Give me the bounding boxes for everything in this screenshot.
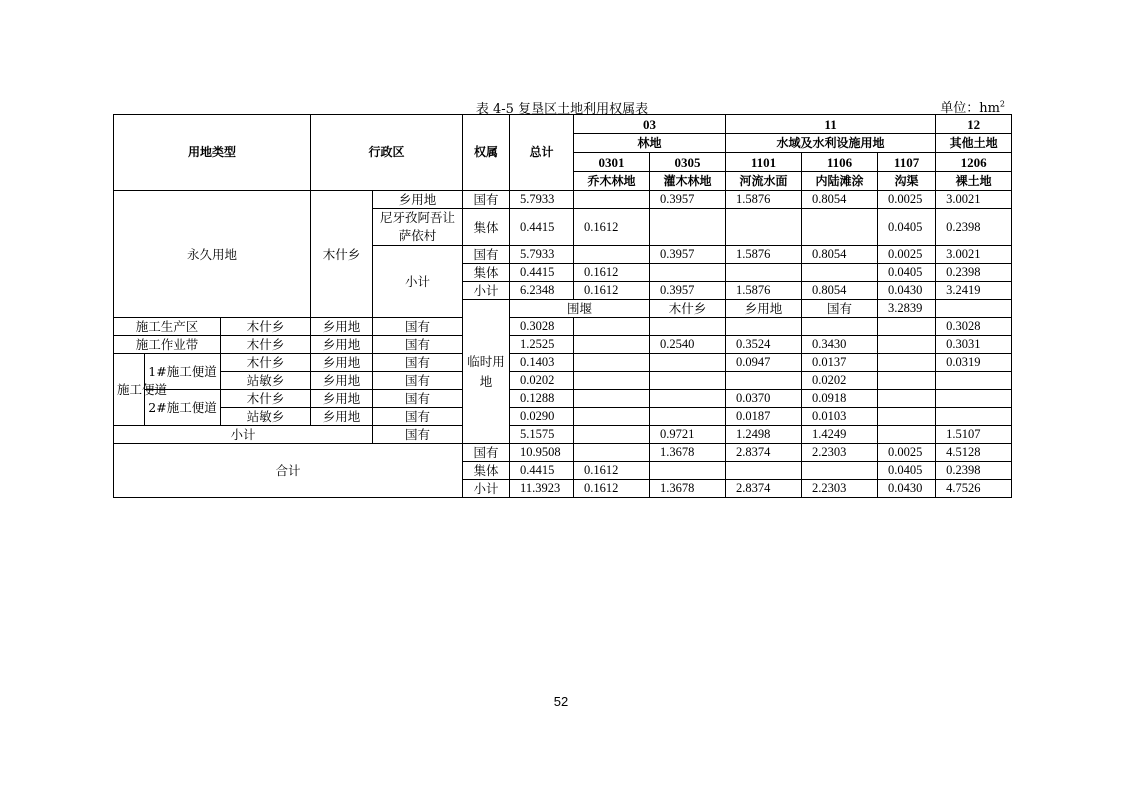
land-ownership-table (113, 114, 1012, 498)
table-row (114, 318, 1012, 336)
ownership-guoyou: 国有 (373, 390, 463, 408)
table-row (114, 444, 1012, 462)
value-cell-c1101: 1.5876 (726, 246, 802, 264)
header-n1101: 河流水面 (726, 172, 802, 191)
value-cell-total: 11.3923 (510, 480, 574, 498)
header-n1206: 裸土地 (936, 172, 1012, 191)
value-cell-c1106 (802, 462, 878, 480)
temporary-subtotal-label: 小计 (114, 426, 373, 444)
header-n1106: 内陆滩涂 (802, 172, 878, 191)
ownership-guoyou: 国有 (802, 300, 878, 318)
value-cell-c1106: 1.4249 (802, 426, 878, 444)
value-cell-c1106: 0.3430 (802, 336, 878, 354)
value-cell-c0301: 0.1612 (574, 462, 650, 480)
value-cell-c1107: 0.0405 (878, 462, 936, 480)
header-ownership: 权属 (463, 115, 510, 191)
value-cell-total: 0.1403 (510, 354, 574, 372)
value-cell-total: 3.2839 (878, 300, 936, 318)
value-cell-c1107 (878, 372, 936, 390)
value-cell-c0305 (650, 372, 726, 390)
header-district: 行政区 (311, 115, 463, 191)
value-cell-total: 1.2525 (510, 336, 574, 354)
permanent-land-label: 永久用地 (114, 191, 311, 318)
header-water: 水域及水利设施用地 (726, 134, 936, 153)
value-cell-c0301: 0.1612 (574, 480, 650, 498)
temporary-land-label: 临时用地 (463, 300, 510, 444)
value-cell-c1107 (878, 408, 936, 426)
township-land: 乡用地 (311, 372, 373, 390)
value-cell-total: 10.9508 (510, 444, 574, 462)
village-name: 尼牙孜阿吾让萨依村 (373, 209, 463, 246)
value-cell-c0301 (574, 191, 650, 209)
value-cell-c0301 (574, 336, 650, 354)
value-cell-total: 0.3028 (510, 318, 574, 336)
header-c0305: 0305 (650, 153, 726, 172)
zhanmin-township: 站敏乡 (221, 408, 311, 426)
header-c0301: 0301 (574, 153, 650, 172)
value-cell-c0301 (574, 426, 650, 444)
value-cell-c1107 (878, 390, 936, 408)
header-code-11: 11 (726, 115, 936, 134)
value-cell-c1101: 2.8374 (726, 444, 802, 462)
value-cell-c1206: 0.2398 (936, 264, 1012, 282)
township-land: 乡用地 (373, 191, 463, 209)
value-cell-c0301 (574, 444, 650, 462)
ownership-guoyou: 国有 (373, 372, 463, 390)
value-cell-c0305 (650, 408, 726, 426)
header-row-1 (114, 115, 1012, 134)
value-cell-c1101 (726, 264, 802, 282)
value-cell-c1107 (878, 318, 936, 336)
value-cell-c0301: 0.1612 (574, 282, 650, 300)
table-caption (113, 97, 1011, 115)
value-cell-c1107: 0.0430 (878, 480, 936, 498)
value-cell-c1107 (878, 426, 936, 444)
value-cell-c1106: 0.8054 (802, 191, 878, 209)
value-cell-c0305: 1.3678 (650, 444, 726, 462)
value-cell-total: 0.0290 (510, 408, 574, 426)
value-cell-c1107: 0.0405 (878, 209, 936, 246)
table-row (114, 191, 1012, 209)
value-cell-total: 0.4415 (510, 264, 574, 282)
value-cell-c1101: 0.0370 (726, 390, 802, 408)
value-cell-c0305 (650, 354, 726, 372)
value-cell-total: 5.7933 (510, 191, 574, 209)
value-cell-c0301: 0.1612 (574, 209, 650, 246)
value-cell-c0305: 1.3678 (650, 480, 726, 498)
value-cell-c1206 (936, 372, 1012, 390)
unit-text: 单位：hm (940, 101, 1000, 116)
road2-label: 2#施工便道 (145, 390, 221, 426)
value-cell-c1101: 0.0947 (726, 354, 802, 372)
value-cell-c0305: 0.3957 (650, 246, 726, 264)
value-cell-c1106: 0.0202 (802, 372, 878, 390)
value-cell-c1106 (802, 209, 878, 246)
zhanmin-township: 站敏乡 (221, 372, 311, 390)
value-cell-c1206: 3.0021 (936, 246, 1012, 264)
header-other: 其他土地 (936, 134, 1012, 153)
header-total: 总计 (510, 115, 574, 191)
header-c1107: 1107 (878, 153, 936, 172)
township-land: 乡用地 (311, 354, 373, 372)
value-cell-c1101: 0.3524 (726, 336, 802, 354)
value-cell-c1206: 0.2398 (936, 462, 1012, 480)
value-cell-c1101 (726, 318, 802, 336)
value-cell-total: 0.4415 (510, 462, 574, 480)
table-row (114, 372, 1012, 390)
value-cell-c1107: 0.0405 (878, 264, 936, 282)
ownership-jiti: 集体 (463, 462, 510, 480)
ownership-guoyou: 国有 (373, 336, 463, 354)
value-cell-c1107: 0.0025 (878, 444, 936, 462)
value-cell-c0305: 0.3957 (650, 191, 726, 209)
ownership-subtotal: 小计 (463, 282, 510, 300)
value-cell-c1106: 0.0103 (802, 408, 878, 426)
value-cell-c1206: 4.7526 (936, 480, 1012, 498)
muqi-township: 木什乡 (221, 354, 311, 372)
access-road-label: 施工便道 (114, 354, 145, 426)
township-land: 乡用地 (311, 318, 373, 336)
value-cell-c1206: 0.2398 (936, 209, 1012, 246)
ownership-guoyou: 国有 (463, 191, 510, 209)
value-cell-c0305 (650, 209, 726, 246)
value-cell-total: 5.7933 (510, 246, 574, 264)
header-n1107: 沟渠 (878, 172, 936, 191)
ownership-guoyou: 国有 (373, 426, 463, 444)
township-land: 乡用地 (311, 408, 373, 426)
subtotal-label: 小计 (373, 246, 463, 318)
road1-label: 1#施工便道 (145, 354, 221, 390)
value-cell-c0301 (574, 318, 650, 336)
value-cell-c0305 (650, 390, 726, 408)
value-cell-c1206: 4.5128 (936, 444, 1012, 462)
value-cell-c1106: 0.8054 (802, 282, 878, 300)
value-cell-c0305: 0.9721 (650, 426, 726, 444)
value-cell-c0305: 0.2540 (650, 336, 726, 354)
header-forest: 林地 (574, 134, 726, 153)
muqi-township: 木什乡 (650, 300, 726, 318)
value-cell-c1101 (726, 209, 802, 246)
table-row (114, 426, 1012, 444)
value-cell-total: 0.4415 (510, 209, 574, 246)
value-cell-c1101: 1.2498 (726, 426, 802, 444)
value-cell-c0301 (574, 408, 650, 426)
value-cell-c0301 (574, 390, 650, 408)
table-row (114, 408, 1012, 426)
value-cell-c0301 (936, 300, 1012, 318)
value-cell-c1206 (936, 408, 1012, 426)
value-cell-c1206: 0.0319 (936, 354, 1012, 372)
value-cell-total: 5.1575 (510, 426, 574, 444)
value-cell-c0301 (574, 354, 650, 372)
unit-superscript: 2 (999, 99, 1005, 109)
header-n0305: 灌木林地 (650, 172, 726, 191)
value-cell-c1106 (802, 318, 878, 336)
value-cell-c1206 (936, 390, 1012, 408)
weiyan-label: 围堰 (510, 300, 650, 318)
table-row (114, 354, 1012, 372)
muqi-township: 木什乡 (221, 318, 311, 336)
value-cell-c0305: 0.3957 (650, 282, 726, 300)
header-code-03: 03 (574, 115, 726, 134)
value-cell-c0301: 0.1612 (574, 264, 650, 282)
value-cell-c1107: 0.0025 (878, 191, 936, 209)
value-cell-c0305 (650, 462, 726, 480)
ownership-guoyou: 国有 (373, 354, 463, 372)
header-n0301: 乔木林地 (574, 172, 650, 191)
work-belt-label: 施工作业带 (114, 336, 221, 354)
value-cell-c1101: 1.5876 (726, 191, 802, 209)
value-cell-c1107 (878, 354, 936, 372)
value-cell-c1101 (726, 372, 802, 390)
table-row (114, 336, 1012, 354)
value-cell-c1107: 0.0025 (878, 246, 936, 264)
production-area-label: 施工生产区 (114, 318, 221, 336)
value-cell-c0305 (650, 318, 726, 336)
value-cell-total: 0.1288 (510, 390, 574, 408)
value-cell-c1101: 0.0187 (726, 408, 802, 426)
township-land: 乡用地 (311, 336, 373, 354)
value-cell-c1106: 0.0137 (802, 354, 878, 372)
value-cell-c1101: 2.8374 (726, 480, 802, 498)
ownership-jiti: 集体 (463, 209, 510, 246)
value-cell-c1206: 3.2419 (936, 282, 1012, 300)
value-cell-c1206: 3.0021 (936, 191, 1012, 209)
ownership-subtotal: 小计 (463, 480, 510, 498)
muqi-township: 木什乡 (311, 191, 373, 318)
value-cell-c1106: 2.2303 (802, 480, 878, 498)
township-land: 乡用地 (726, 300, 802, 318)
ownership-jiti: 集体 (463, 264, 510, 282)
value-cell-c0301 (574, 246, 650, 264)
value-cell-c1106: 0.0918 (802, 390, 878, 408)
value-cell-c0301 (574, 372, 650, 390)
page-number: 52 (553, 694, 569, 709)
header-c1106: 1106 (802, 153, 878, 172)
muqi-township: 木什乡 (221, 390, 311, 408)
ownership-guoyou: 国有 (463, 444, 510, 462)
value-cell-c1107: 0.0430 (878, 282, 936, 300)
value-cell-c1206: 0.3028 (936, 318, 1012, 336)
value-cell-c1107 (878, 336, 936, 354)
value-cell-c1101 (726, 462, 802, 480)
header-land-type: 用地类型 (114, 115, 311, 191)
table-row (114, 390, 1012, 408)
township-land: 乡用地 (311, 390, 373, 408)
value-cell-c1106: 2.2303 (802, 444, 878, 462)
ownership-guoyou: 国有 (373, 408, 463, 426)
table-title: 表 4-5 复垦区土地利用权属表 (475, 102, 649, 117)
value-cell-c1106: 0.8054 (802, 246, 878, 264)
ownership-guoyou: 国有 (463, 246, 510, 264)
value-cell-c1106 (802, 264, 878, 282)
header-c1206: 1206 (936, 153, 1012, 172)
header-c1101: 1101 (726, 153, 802, 172)
value-cell-total: 6.2348 (510, 282, 574, 300)
muqi-township: 木什乡 (221, 336, 311, 354)
ownership-guoyou: 国有 (373, 318, 463, 336)
value-cell-c1101: 1.5876 (726, 282, 802, 300)
header-code-12: 12 (936, 115, 1012, 134)
value-cell-c1206: 1.5107 (936, 426, 1012, 444)
grand-total-label: 合计 (114, 444, 463, 498)
value-cell-c1206: 0.3031 (936, 336, 1012, 354)
value-cell-c0305 (650, 264, 726, 282)
value-cell-total: 0.0202 (510, 372, 574, 390)
